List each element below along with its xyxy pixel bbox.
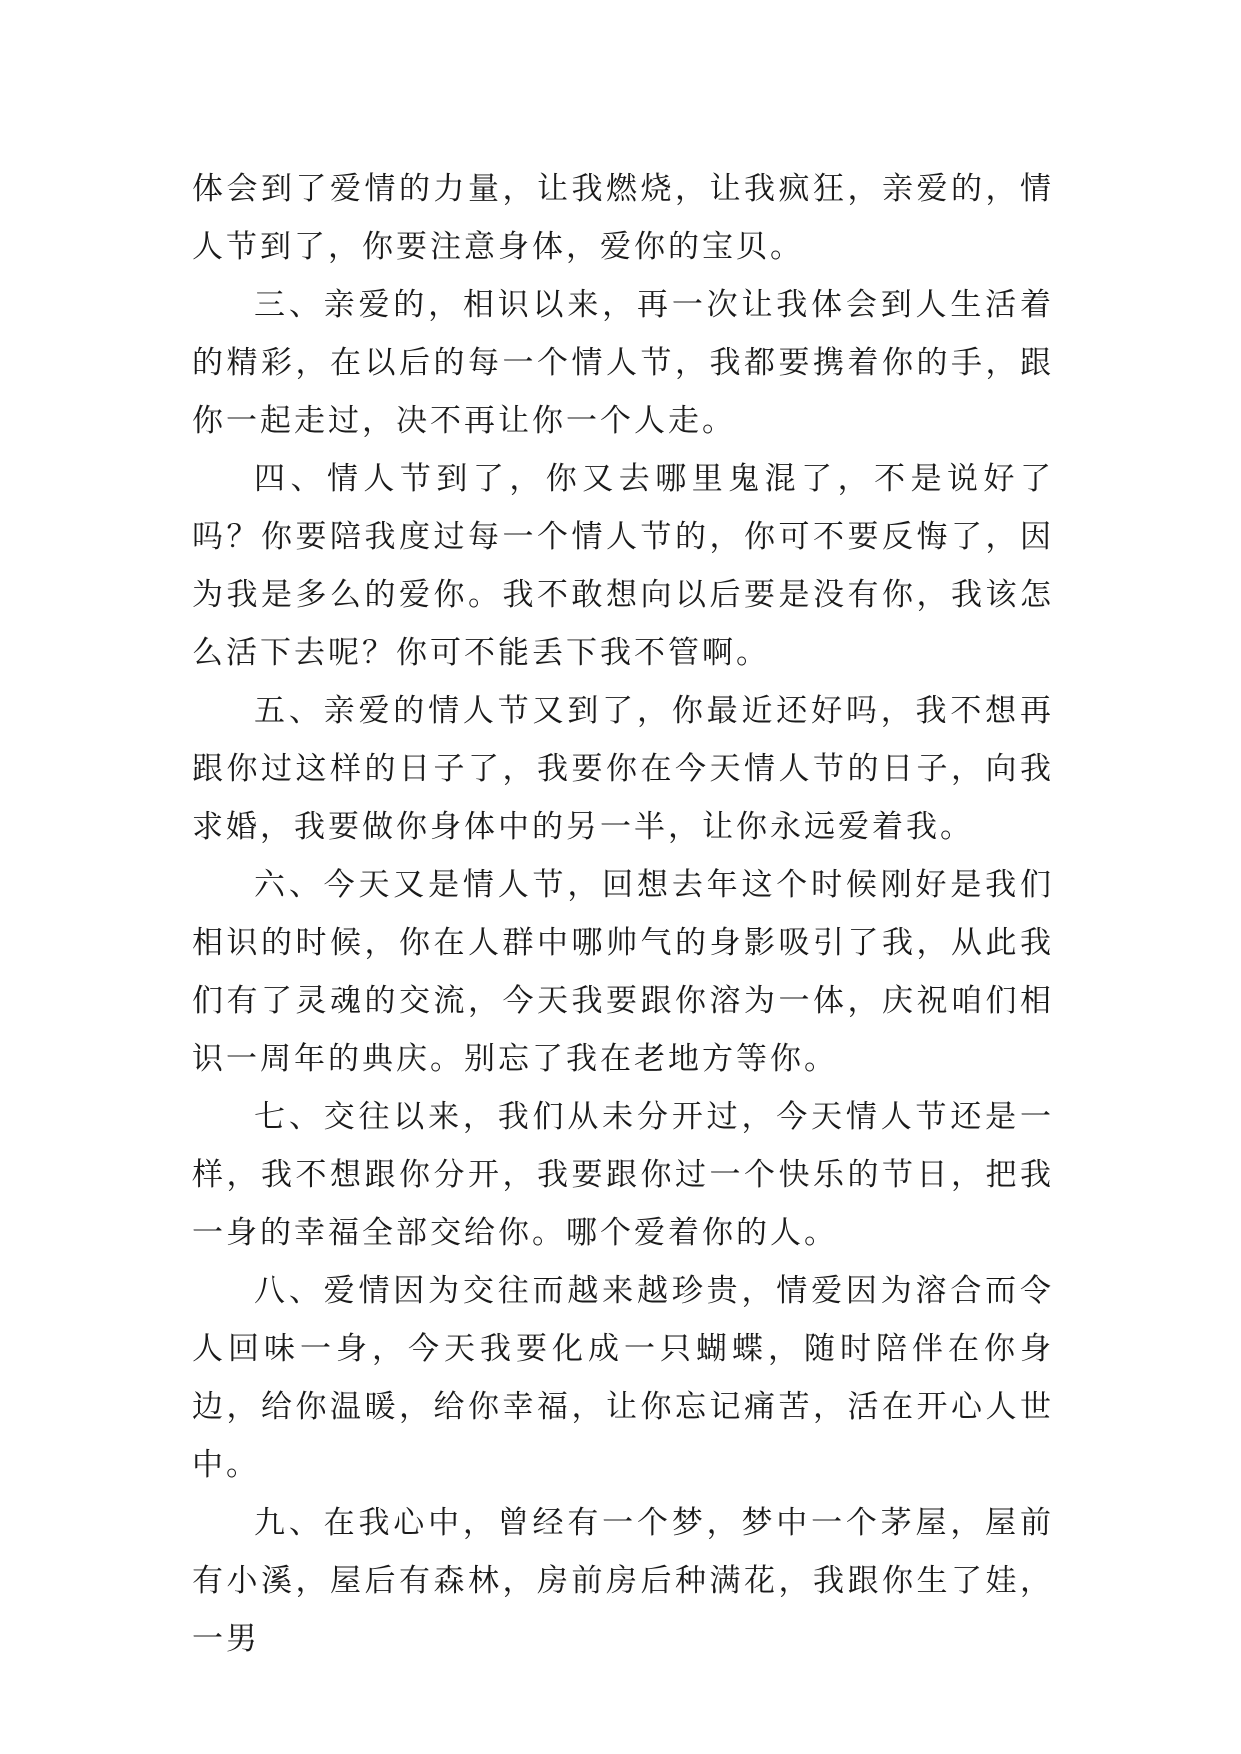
- document-body: [192, 160, 1054, 1668]
- paragraph-5: 五、亲爱的情人节又到了，你最近还好吗，我不想再跟你过这样的日子了，我要你在今天情人节的日子，向我求婚，我要做你身体中的另一半，让你永远爱着我。: [192, 693, 1054, 845]
- paragraph-6: 六、今天又是情人节，回想去年这个时候刚好是我们相识的时候，你在人群中哪帅气的身影吸引了我，从此我们有了灵魂的交流，今天我要跟你溶为一体，庆祝咱们相识一周年的典庆。别忘了我在老地方等你。: [192, 867, 1054, 1077]
- paragraph-7: 七、交往以来，我们从未分开过，今天情人节还是一样，我不想跟你分开，我要跟你过一个快乐的节日，把我一身的幸福全部交给你。哪个爱着你的人。: [192, 1099, 1054, 1251]
- paragraph-continuation: 体会到了爱情的力量，让我燃烧，让我疯狂，亲爱的，情人节到了，你要注意身体，爱你的宝贝。: [192, 171, 1054, 265]
- paragraph-4: 四、情人节到了，你又去哪里鬼混了，不是说好了吗？你要陪我度过每一个情人节的，你可不要反悔了，因为我是多么的爱你。我不敢想向以后要是没有你，我该怎么活下去呢？你可不能丢下我不管啊。: [192, 461, 1054, 671]
- paragraph-9: 九、在我心中，曾经有一个梦，梦中一个茅屋，屋前有小溪，屋后有森林，房前房后种满花，我跟你生了娃，一男: [192, 1505, 1054, 1657]
- paragraph-8: 八、爱情因为交往而越来越珍贵，情爱因为溶合而令人回味一身，今天我要化成一只蝴蝶，随时陪伴在你身边，给你温暖，给你幸福，让你忘记痛苦，活在开心人世中。: [192, 1273, 1054, 1483]
- paragraph-3: 三、亲爱的，相识以来，再一次让我体会到人生活着的精彩，在以后的每一个情人节，我都要携着你的手，跟你一起走过，决不再让你一个人走。: [192, 287, 1054, 439]
